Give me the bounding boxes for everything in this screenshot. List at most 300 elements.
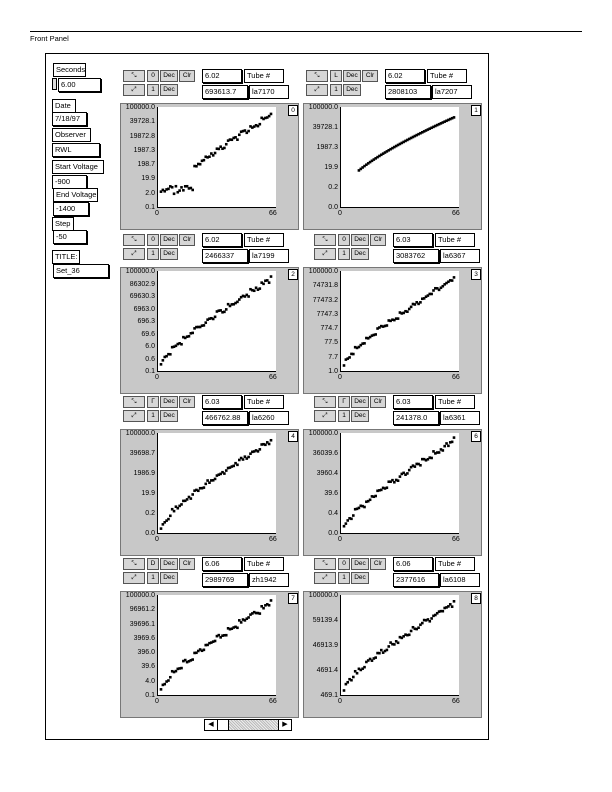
y-tick-label: 86302.9: [129, 280, 155, 288]
graph-button[interactable]: 0: [147, 234, 159, 246]
data-point: [214, 316, 217, 319]
data-point: [453, 436, 456, 439]
y-tick-label: 0.2: [145, 510, 155, 517]
seconds-stepper[interactable]: [52, 78, 57, 90]
y-tick-label: 2.0: [145, 189, 155, 197]
data-point: [191, 332, 194, 335]
y-tick-label: 96961.2: [129, 606, 155, 614]
y-tick-label: 69.6: [141, 330, 155, 338]
data-point: [232, 465, 235, 468]
data-point: [259, 448, 262, 451]
data-point: [160, 527, 163, 530]
y-tick-label: 100000.0: [308, 268, 338, 275]
plot-index: 2: [288, 269, 298, 280]
data-point: [214, 478, 217, 481]
y-tick-label: 69630.3: [129, 293, 155, 300]
seconds-label: Seconds: [53, 63, 86, 77]
y-tick-label: 696.3: [137, 318, 155, 325]
graph-button[interactable]: 1: [147, 410, 159, 422]
count-display: 3083762: [393, 249, 439, 263]
data-point: [442, 610, 445, 613]
data-point: [262, 283, 265, 286]
x-tick-min: 0: [338, 210, 342, 217]
scroll-thumb[interactable]: [218, 720, 229, 730]
data-point: [453, 600, 456, 603]
y-tick-label: 19.9: [141, 175, 155, 183]
tube-input[interactable]: la6367: [440, 249, 480, 263]
x-tick-min: 0: [155, 374, 159, 381]
data-point: [225, 469, 228, 472]
data-point: [225, 308, 228, 311]
graph-controls: [311, 556, 486, 588]
title-input[interactable]: Set_36: [53, 264, 109, 278]
data-point: [191, 189, 194, 192]
tube-label: Tube #: [244, 69, 284, 83]
y-tick-label: 3969.6: [133, 634, 155, 642]
x-tick-min: 0: [338, 536, 342, 543]
y-tick-label: 19.9: [141, 490, 155, 497]
data-point: [350, 518, 353, 521]
data-point: [268, 604, 271, 607]
dec-button[interactable]: Dec: [160, 396, 178, 408]
clr-button[interactable]: Clr: [370, 396, 386, 408]
x-tick-max: 66: [452, 536, 460, 543]
y-tick-label: 0.0: [328, 530, 338, 537]
value-display: 6.03: [393, 395, 433, 409]
data-point: [363, 666, 366, 669]
plot-series: [157, 433, 275, 533]
graph-button[interactable]: 1: [338, 572, 350, 584]
end-voltage-input[interactable]: -1400: [53, 202, 89, 216]
y-tick-label: 0.0: [328, 204, 338, 211]
dec-button[interactable]: Dec: [351, 558, 369, 570]
dec-button[interactable]: Dec: [351, 248, 369, 260]
data-point: [247, 130, 250, 133]
data-point: [397, 317, 400, 320]
data-point: [414, 465, 417, 468]
dec-button[interactable]: Dec: [343, 70, 361, 82]
x-tick-max: 66: [269, 210, 277, 217]
y-tick-label: 36039.6: [312, 450, 338, 457]
pan-tool-icon[interactable]: ⤢: [314, 248, 336, 260]
y-tick-label: 100000.0: [308, 104, 338, 111]
count-display: 2808103: [385, 85, 431, 99]
zoom-tool-icon[interactable]: ⤡: [314, 396, 336, 408]
y-tick-label: 6.0: [145, 343, 155, 350]
data-point: [386, 324, 389, 327]
data-point: [178, 189, 181, 192]
clr-button[interactable]: Clr: [362, 70, 378, 82]
step-label: Step: [52, 217, 74, 231]
data-point: [199, 163, 202, 166]
data-point: [352, 514, 355, 517]
zoom-tool-icon[interactable]: ⤡: [123, 234, 145, 246]
data-point: [253, 289, 256, 292]
data-point: [417, 626, 420, 629]
clr-button[interactable]: Clr: [370, 558, 386, 570]
value-display: 6.06: [393, 557, 433, 571]
plot-index: 6: [471, 431, 481, 442]
data-point: [419, 464, 422, 467]
data-point: [182, 189, 185, 192]
plot-series: [340, 271, 458, 371]
horizontal-scrollbar[interactable]: [204, 719, 292, 731]
plot-index: 7: [288, 593, 298, 604]
data-point: [343, 689, 346, 692]
data-point: [176, 507, 179, 510]
plot-index: 8: [471, 593, 481, 604]
data-point: [225, 634, 228, 637]
value-display: 6.02: [385, 69, 425, 83]
observer-label: Observer: [52, 128, 91, 142]
data-point: [453, 276, 456, 279]
data-point: [236, 138, 239, 141]
data-point: [180, 503, 183, 506]
data-point: [387, 645, 390, 648]
tube-label: Tube #: [244, 557, 284, 571]
y-tick-label: 0.1: [145, 692, 155, 699]
data-point: [397, 479, 400, 482]
zoom-tool-icon[interactable]: ⤡: [123, 70, 145, 82]
data-point: [160, 363, 163, 366]
pan-tool-icon[interactable]: ⤢: [314, 410, 336, 422]
data-point: [238, 298, 241, 301]
data-point: [195, 165, 198, 168]
data-point: [268, 281, 271, 284]
count-display: 2989769: [202, 573, 248, 587]
graph-button[interactable]: 1: [147, 84, 159, 96]
data-point: [173, 192, 176, 195]
pan-tool-icon[interactable]: ⤢: [123, 410, 145, 422]
pan-tool-icon[interactable]: ⤢: [306, 84, 328, 96]
x-tick-max: 66: [269, 698, 277, 705]
y-tick-label: 39698.7: [129, 450, 155, 457]
data-point: [180, 186, 183, 189]
data-point: [378, 652, 381, 655]
tube-label: Tube #: [244, 395, 284, 409]
y-tick-label: 7747.3: [316, 310, 338, 318]
dec-button[interactable]: Dec: [160, 248, 178, 260]
data-point: [270, 113, 273, 116]
zoom-tool-icon[interactable]: ⤡: [306, 70, 328, 82]
data-point: [180, 667, 183, 670]
data-point: [259, 612, 262, 615]
data-point: [171, 186, 174, 189]
data-point: [406, 310, 409, 313]
dec-button[interactable]: Dec: [160, 572, 178, 584]
plot-series: [157, 107, 275, 207]
count-display: 2466337: [202, 249, 248, 263]
clr-button[interactable]: Clr: [179, 70, 195, 82]
data-point: [197, 489, 200, 492]
count-display: 241378.0: [393, 411, 439, 425]
dec-button[interactable]: Dec: [351, 234, 369, 246]
plot-index: 1: [471, 105, 481, 116]
data-point: [223, 311, 226, 314]
data-point: [204, 483, 207, 486]
y-tick-label: 396.0: [137, 649, 155, 657]
y-tick-label: 19.9: [324, 164, 338, 171]
x-tick-min: 0: [155, 210, 159, 217]
clr-button[interactable]: Clr: [179, 234, 195, 246]
graph-button[interactable]: 1: [338, 248, 350, 260]
x-tick-min: 0: [155, 536, 159, 543]
data-point: [352, 676, 355, 679]
y-tick-label: 46913.9: [312, 642, 338, 649]
dec-button[interactable]: Dec: [351, 572, 369, 584]
y-tick-label: 0.4: [328, 510, 338, 517]
data-point: [167, 188, 170, 191]
y-tick-label: 0.1: [145, 204, 155, 211]
graph-controls: [120, 68, 295, 100]
x-tick-max: 66: [269, 374, 277, 381]
data-point: [442, 449, 445, 452]
y-tick-label: 1987.3: [133, 146, 155, 154]
count-display: 466762.88: [202, 411, 248, 425]
data-point: [173, 510, 176, 513]
dec-button[interactable]: Dec: [160, 558, 178, 570]
dec-button[interactable]: Dec: [160, 410, 178, 422]
date-label: Date: [52, 99, 76, 113]
tube-input[interactable]: la6108: [440, 573, 480, 587]
data-point: [451, 605, 454, 608]
graph-button[interactable]: D: [147, 558, 159, 570]
data-point: [363, 506, 366, 509]
tube-input[interactable]: la6361: [440, 411, 480, 425]
data-point: [167, 679, 170, 682]
zoom-tool-icon[interactable]: ⤡: [314, 234, 336, 246]
data-point: [169, 676, 172, 679]
y-tick-label: 4.0: [145, 677, 155, 685]
x-tick-min: 0: [155, 698, 159, 705]
graph-controls: [303, 68, 478, 100]
pan-tool-icon[interactable]: ⤢: [123, 84, 145, 96]
observer-input[interactable]: RWL: [52, 143, 100, 157]
pan-tool-icon[interactable]: ⤢: [123, 572, 145, 584]
dec-button[interactable]: Dec: [160, 234, 178, 246]
data-point: [162, 359, 165, 362]
graph-button[interactable]: 0: [147, 70, 159, 82]
dec-button[interactable]: Dec: [160, 84, 178, 96]
y-tick-label: 39.6: [141, 663, 155, 671]
data-point: [188, 335, 191, 338]
value-display: 6.02: [202, 233, 242, 247]
y-tick-label: 39728.1: [129, 118, 155, 126]
y-tick-label: 4691.4: [316, 667, 338, 674]
y-tick-label: 1986.9: [133, 470, 155, 477]
y-tick-label: 39728.1: [312, 124, 338, 131]
x-tick-min: 0: [338, 374, 342, 381]
tube-input[interactable]: zh1942: [249, 573, 289, 587]
y-tick-label: 0.2: [328, 184, 338, 191]
data-point: [348, 356, 351, 359]
data-point: [393, 481, 396, 484]
data-point: [428, 620, 431, 623]
data-point: [380, 649, 383, 652]
clr-button[interactable]: Clr: [179, 558, 195, 570]
data-point: [167, 518, 170, 521]
plot-index: 0: [288, 105, 298, 116]
data-point: [430, 293, 433, 296]
data-point: [350, 679, 353, 682]
y-tick-label: 74731.8: [312, 282, 338, 290]
x-tick-max: 66: [452, 374, 460, 381]
data-point: [356, 672, 359, 675]
data-point: [369, 498, 372, 501]
data-point: [236, 626, 239, 629]
scroll-right-arrow[interactable]: ▶: [278, 720, 291, 730]
data-point: [408, 633, 411, 636]
data-point: [203, 324, 206, 327]
x-tick-max: 66: [269, 536, 277, 543]
y-tick-label: 1987.3: [316, 144, 338, 151]
x-tick-max: 66: [452, 698, 460, 705]
data-point: [175, 185, 178, 188]
data-point: [236, 464, 239, 467]
data-point: [203, 649, 206, 652]
date-input[interactable]: 7/18/97: [52, 112, 87, 126]
data-point: [410, 630, 413, 633]
data-point: [393, 643, 396, 646]
data-point: [203, 159, 206, 162]
data-point: [236, 301, 239, 304]
plot-index: 3: [471, 269, 481, 280]
y-tick-label: 0.6: [145, 355, 155, 363]
y-tick-label: 0.1: [145, 368, 155, 375]
plot-series: [340, 595, 458, 695]
data-point: [374, 333, 377, 336]
value-display: 6.03: [202, 395, 242, 409]
y-tick-label: 6963.0: [133, 305, 155, 313]
data-point: [386, 486, 389, 489]
pan-tool-icon[interactable]: ⤢: [314, 572, 336, 584]
plot-series: [340, 107, 458, 207]
count-display: 693613.7: [202, 85, 248, 99]
zoom-tool-icon[interactable]: ⤡: [123, 558, 145, 570]
scroll-track[interactable]: [229, 720, 278, 730]
y-tick-label: 198.7: [137, 161, 155, 169]
data-point: [445, 442, 448, 445]
zoom-tool-icon[interactable]: ⤡: [123, 396, 145, 408]
data-point: [175, 670, 178, 673]
data-point: [352, 353, 355, 356]
data-point: [343, 525, 346, 528]
data-point: [242, 458, 245, 461]
data-point: [419, 301, 422, 304]
y-tick-label: 19872.8: [129, 132, 155, 140]
data-point: [240, 621, 243, 624]
data-point: [169, 514, 172, 517]
value-display: 6.06: [202, 557, 242, 571]
tube-input[interactable]: la6260: [249, 411, 289, 425]
data-point: [410, 306, 413, 309]
data-point: [212, 154, 215, 157]
data-point: [214, 640, 217, 643]
data-point: [270, 439, 273, 442]
graph-button[interactable]: L: [330, 70, 342, 82]
tube-label: Tube #: [435, 557, 475, 571]
graph-button[interactable]: 1: [147, 248, 159, 260]
value-display: 6.02: [202, 69, 242, 83]
pan-tool-icon[interactable]: ⤢: [123, 248, 145, 260]
tube-input[interactable]: la7207: [432, 85, 472, 99]
data-point: [343, 364, 346, 367]
start-voltage-input[interactable]: -900: [52, 175, 87, 189]
data-point: [163, 683, 166, 686]
dec-button[interactable]: Dec: [351, 396, 369, 408]
graph-button[interactable]: 1: [338, 410, 350, 422]
data-point: [223, 472, 226, 475]
y-tick-label: 100000.0: [125, 430, 155, 437]
scroll-left-arrow[interactable]: ◀: [205, 720, 218, 730]
data-point: [208, 155, 211, 158]
step-input[interactable]: -50: [53, 230, 87, 244]
data-point: [406, 472, 409, 475]
data-point: [447, 445, 450, 448]
y-tick-label: 77.5: [324, 339, 338, 347]
graph-button[interactable]: 0: [338, 558, 350, 570]
x-tick-max: 66: [452, 210, 460, 217]
clr-button[interactable]: Clr: [370, 234, 386, 246]
end-voltage-label: End Voltage: [53, 188, 98, 202]
data-point: [160, 688, 163, 691]
zoom-tool-icon[interactable]: ⤡: [314, 558, 336, 570]
y-tick-label: 100000.0: [125, 104, 155, 111]
graph-button[interactable]: 1: [330, 84, 342, 96]
data-point: [421, 622, 424, 625]
data-point: [345, 522, 348, 525]
data-point: [363, 342, 366, 345]
dec-button[interactable]: Dec: [160, 70, 178, 82]
graph-controls: [311, 232, 486, 264]
data-point: [451, 441, 454, 444]
data-point: [346, 681, 349, 684]
tube-label: Tube #: [427, 69, 467, 83]
tube-input[interactable]: la7170: [249, 85, 289, 99]
graph-button[interactable]: 1: [147, 572, 159, 584]
data-point: [238, 133, 241, 136]
tube-label: Tube #: [435, 395, 475, 409]
data-point: [443, 445, 446, 448]
plot-series: [340, 433, 458, 533]
data-point: [399, 475, 402, 478]
y-tick-label: 39696.1: [129, 620, 155, 628]
tube-input[interactable]: la7199: [249, 249, 289, 263]
clr-button[interactable]: Clr: [179, 396, 195, 408]
graph-button[interactable]: Γ: [147, 396, 159, 408]
data-point: [397, 641, 400, 644]
dec-button[interactable]: Dec: [351, 410, 369, 422]
data-point: [270, 599, 273, 602]
seconds-input[interactable]: 6.00: [58, 78, 101, 92]
y-tick-label: 0.0: [145, 530, 155, 537]
start-voltage-label: Start Voltage: [52, 160, 104, 174]
data-point: [234, 136, 237, 139]
y-tick-label: 7.7: [328, 353, 338, 361]
plot-index: 4: [288, 431, 298, 442]
x-tick-min: 0: [338, 698, 342, 705]
data-point: [266, 279, 269, 282]
title-divider: [30, 31, 582, 32]
data-point: [204, 321, 207, 324]
data-point: [186, 498, 189, 501]
data-point: [203, 486, 206, 489]
tube-label: Tube #: [435, 233, 475, 247]
graph-button[interactable]: 0: [338, 234, 350, 246]
data-point: [169, 353, 172, 356]
graph-button[interactable]: Γ: [338, 396, 350, 408]
dec-button[interactable]: Dec: [343, 84, 361, 96]
